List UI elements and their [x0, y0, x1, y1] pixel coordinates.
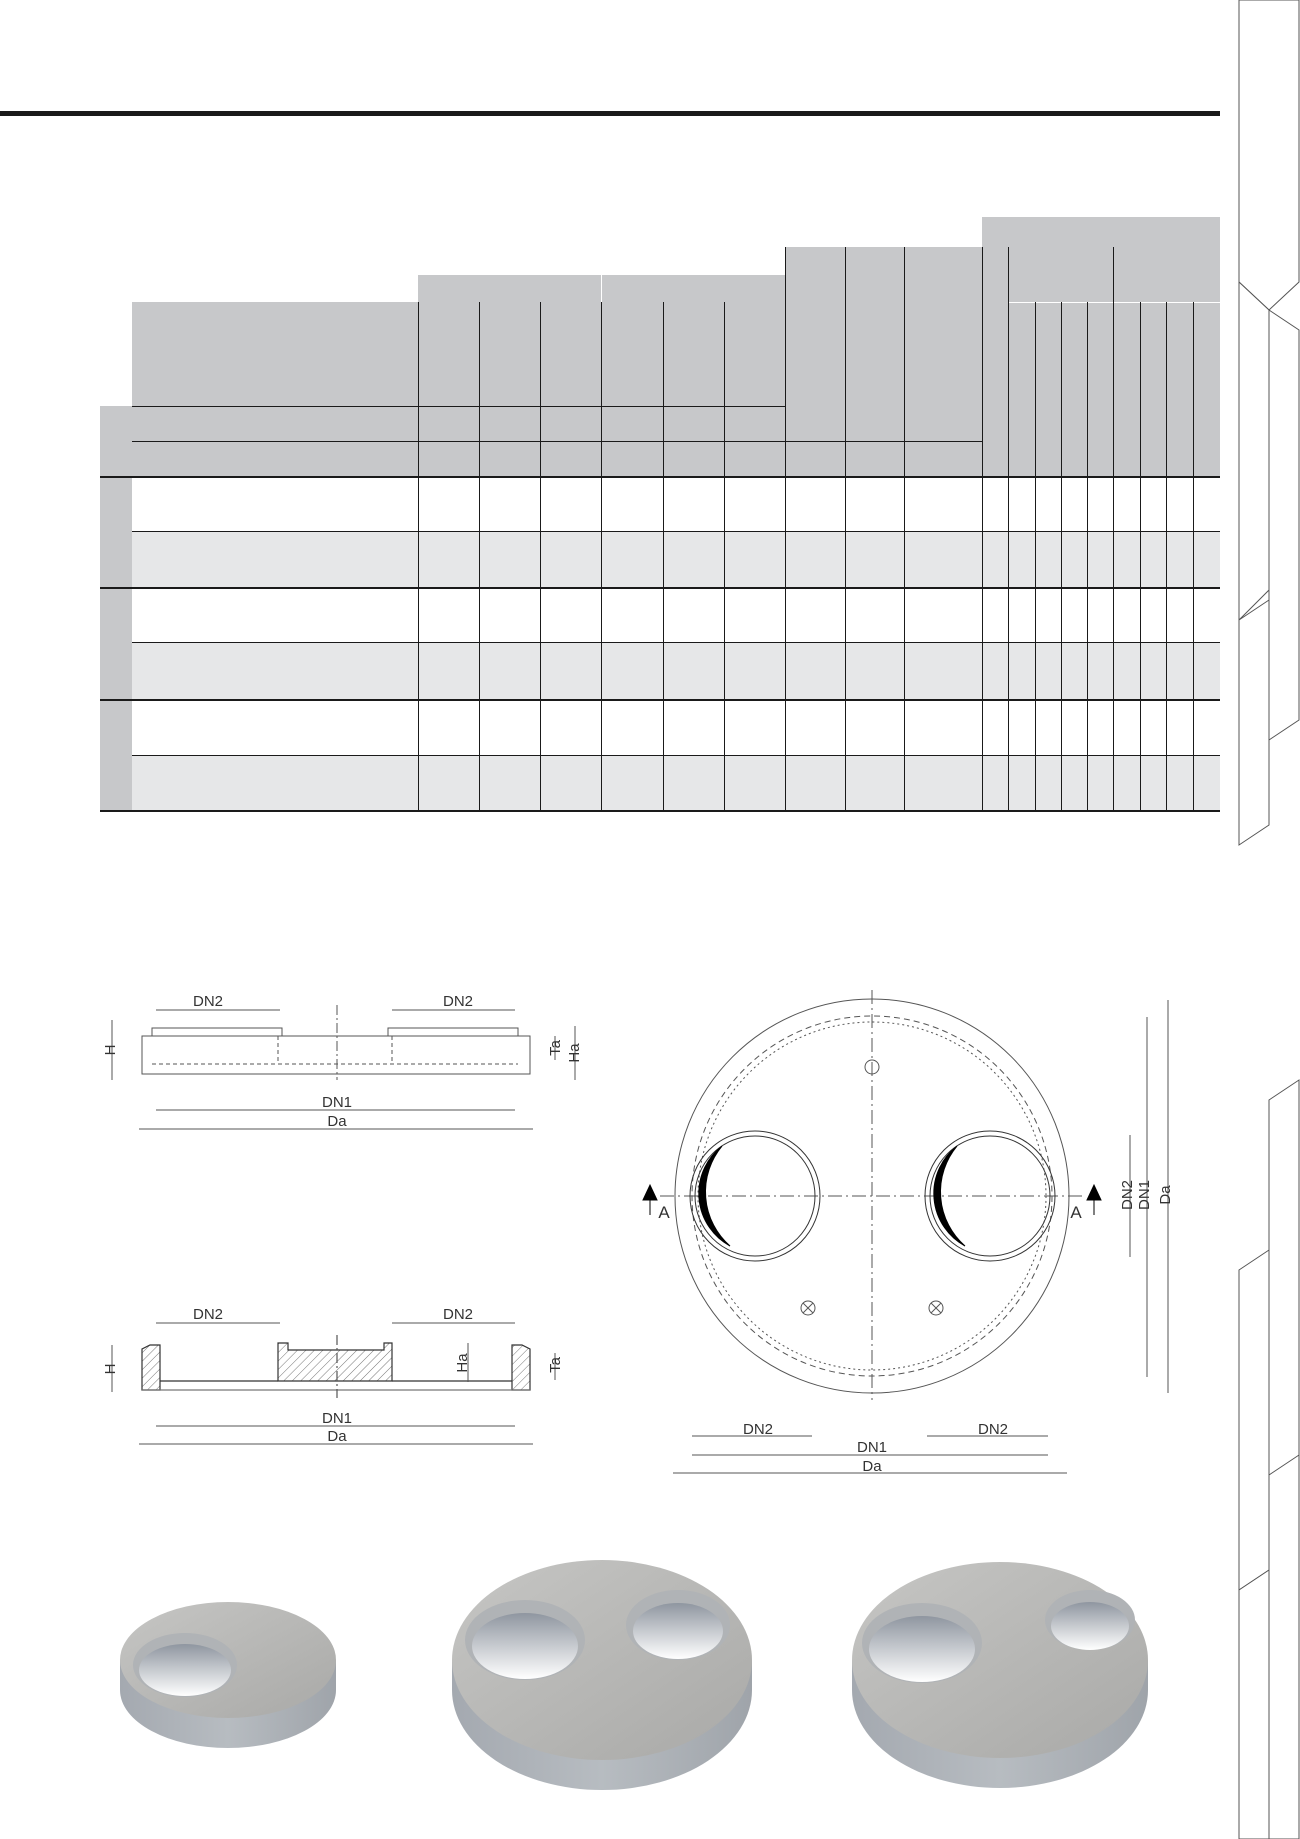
table-row: [132, 587, 1220, 642]
technical-drawings: [0, 960, 1220, 1500]
section-dim-dn2-left: DN2: [192, 1306, 224, 1323]
section-dim-da: Da: [327, 1428, 347, 1445]
section-dim-dn2-right: DN2: [442, 1306, 474, 1323]
table-row: [132, 642, 1220, 699]
dim-ha: Ha: [566, 1043, 583, 1063]
table-row: [132, 476, 1220, 531]
dim-dn2-left: DN2: [192, 993, 224, 1010]
photo-two-opening-slab-large: [452, 1560, 752, 1790]
side-tab-4[interactable]: [1239, 600, 1269, 845]
plan-dim-da: Da: [862, 1458, 882, 1475]
dim-ta: Ta: [547, 1040, 564, 1056]
section-mark-right: A: [1070, 1203, 1082, 1222]
side-tab-7[interactable]: [1269, 1455, 1299, 1839]
group-label-column: [100, 406, 132, 811]
side-tab-8[interactable]: [1239, 1570, 1269, 1839]
dim-dn1: DN1: [321, 1094, 353, 1111]
table-row: [132, 699, 1220, 755]
dim-h: H: [102, 1044, 119, 1056]
side-tab-2[interactable]: [1239, 282, 1269, 620]
section-dim-ta: Ta: [547, 1357, 564, 1373]
section-dim-ha: Ha: [454, 1353, 471, 1373]
plan-dim-dn2-right: DN2: [977, 1421, 1009, 1438]
side-tab-1[interactable]: [1239, 0, 1299, 310]
section-dim-h: H: [102, 1363, 119, 1375]
side-tab-6[interactable]: [1239, 1250, 1269, 1590]
plan-dim-dn1: DN1: [856, 1439, 888, 1456]
table-row: [132, 531, 1220, 587]
plan-dim-v-da: Da: [1157, 1185, 1174, 1205]
table-row: [132, 755, 1220, 811]
section-mark-left: A: [658, 1203, 670, 1222]
product-renders: [0, 1540, 1220, 1800]
side-tab-5[interactable]: [1269, 1080, 1299, 1485]
plan-dim-v-dn1: DN1: [1136, 1179, 1153, 1211]
plan-view: [643, 990, 1168, 1473]
section-dim-dn1: DN1: [321, 1410, 353, 1427]
top-rule: [0, 111, 1220, 116]
dim-da: Da: [327, 1113, 347, 1130]
header-block-top-right: [982, 217, 1220, 247]
photo-one-opening-slab: [120, 1602, 336, 1748]
dim-dn2-right: DN2: [442, 993, 474, 1010]
header-block-main: [132, 302, 785, 476]
plan-dim-dn2-left: DN2: [742, 1421, 774, 1438]
plan-dim-v-dn2: DN2: [1119, 1179, 1136, 1211]
side-tab-3[interactable]: [1269, 310, 1299, 740]
side-tabs: [1235, 0, 1300, 1839]
photo-two-opening-slab-small: [852, 1562, 1148, 1788]
